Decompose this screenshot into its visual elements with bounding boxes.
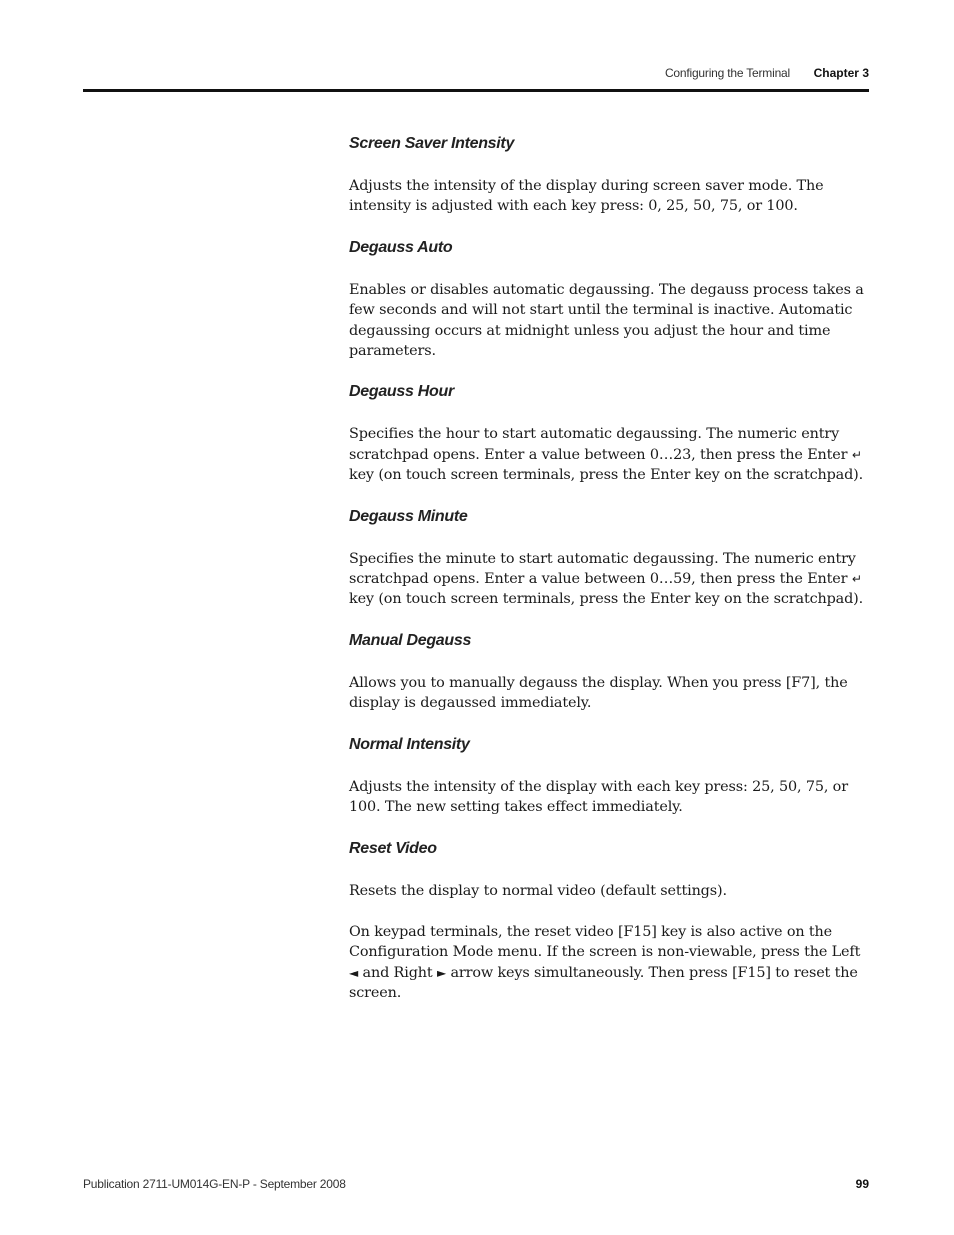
- degauss-minute-text-1: Specifies the minute to start automatic degaussing. The numeric entry scratchpad opens. Enter a value between 0…59, then press the Enter: [349, 550, 856, 588]
- section-body-degauss-minute: [349, 549, 869, 610]
- section-heading-screen-saver-intensity: Screen Saver Intensity: [349, 135, 515, 152]
- left-arrow-icon: ◄: [349, 965, 359, 980]
- reset-video-note-text-2: and Right: [358, 964, 437, 981]
- degauss-hour-text-1: Specifies the hour to start automatic degaussing. The numeric entry scratchpad opens. Enter a value between 0…23, then press the Enter: [349, 426, 852, 463]
- section-heading-reset-video: Reset Video: [349, 839, 437, 857]
- right-arrow-icon: ►: [436, 965, 447, 980]
- section-note-reset-video: [349, 922, 869, 1004]
- section-heading-degauss-hour: Degauss Hour: [349, 383, 454, 401]
- section-heading-degauss-minute: Degauss Minute: [349, 507, 468, 525]
- main-content: [349, 134, 869, 1004]
- reset-video-note-text-1: On keypad terminals, the reset video [F15] key is also active on the Configuration Mode menu. If the screen is non-viewable, press the Left: [349, 923, 861, 961]
- section-body-degauss-auto: Enables or disables automatic degaussing. The degauss process takes a few seconds and will not start until the terminal is inactive. Automatic degaussing occurs at midnight unless you adjust the hour and time parameters.: [349, 281, 864, 360]
- enter-key-icon: ↵: [851, 572, 862, 587]
- section-body-manual-degauss: Allows you to manually degauss the display. When you press [F7], the display is degaussed immediately.: [349, 674, 848, 712]
- enter-key-icon: ↵: [851, 447, 862, 462]
- section-body-reset-video: Resets the display to normal video (default settings).: [349, 882, 727, 899]
- reset-video-note-text-3: arrow keys simultaneously. Then press [F15] to reset the screen.: [349, 964, 858, 1002]
- section-body-screen-saver-intensity: Adjusts the intensity of the display during screen saver mode. The intensity is adjusted with each key press: 0, 25, 50, 75, or 100.: [349, 178, 824, 215]
- header-section-title: Configuring the Terminal: [664, 66, 790, 80]
- page-header: [83, 66, 869, 82]
- degauss-hour-text-2: key (on touch screen terminals, press the Enter key on the scratchpad).: [349, 467, 864, 484]
- section-body-degauss-hour: [349, 424, 869, 485]
- header-divider: [83, 89, 869, 92]
- section-heading-manual-degauss: Manual Degauss: [349, 631, 472, 649]
- page-number: 99: [855, 1177, 869, 1191]
- section-body-normal-intensity: Adjusts the intensity of the display with each key press: 25, 50, 75, or 100. The new setting takes effect immediately.: [349, 778, 848, 816]
- publication-info: Publication 2711-UM014G-EN-P - September 2008: [83, 1177, 346, 1191]
- page-footer: [83, 1177, 869, 1193]
- degauss-minute-text-2: key (on touch screen terminals, press the Enter key on the scratchpad).: [349, 591, 864, 608]
- header-chapter-label: Chapter 3: [813, 66, 869, 80]
- section-heading-degauss-auto: Degauss Auto: [349, 238, 453, 256]
- section-heading-normal-intensity: Normal Intensity: [349, 735, 470, 753]
